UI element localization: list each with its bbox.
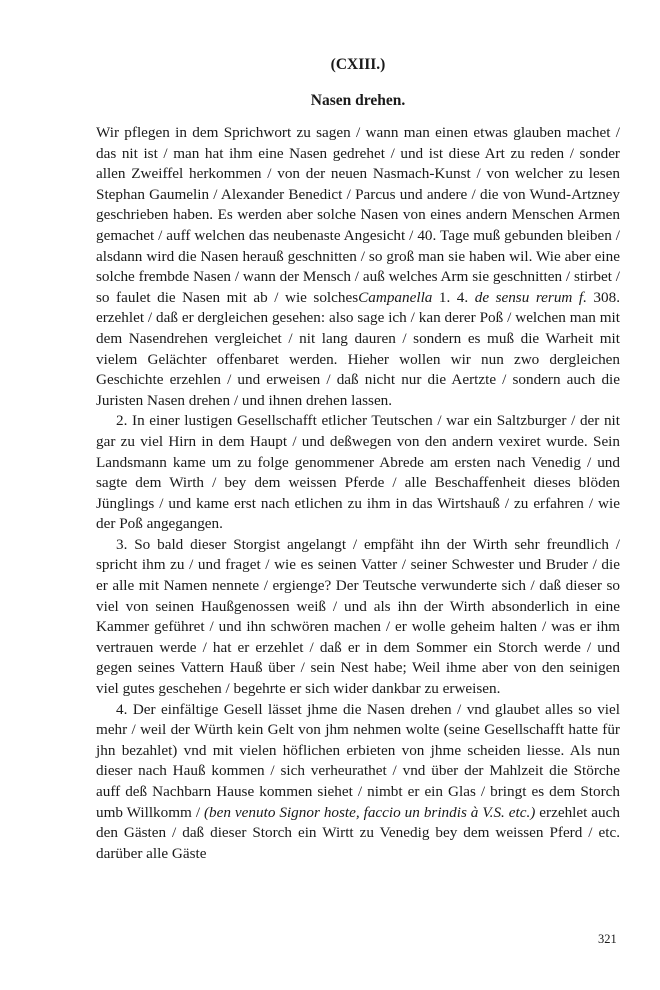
text-run: 4. Der einfältige Gesell lässet jhme die Nasen drehen / vnd glaubet alles so viel mehr / weil der Würth kein Gelt von jhm nehmen wolte (seine Gesellschafft hatte für jhn bezahlet) vnd mit vielen höflichen erbieten von jhme scheiden liesse. Als nun dieser nach Hauß kommen / sich verheurathet / vnd über der Mahlzeit die Störche auff deß Nachbarn Hause kommen siehet / nimbt er ein Glas / bringt es dem Storch umb Willkomm / (96, 700, 620, 821)
italic-text-run: (ben venuto Signor hoste, faccio un brindis à V.S. etc.) (204, 803, 536, 821)
text-run: 1. 4. (432, 288, 475, 306)
paragraph (96, 123, 620, 411)
italic-text-run: de sensu rerum f. (474, 288, 587, 306)
chapter-number: (CXIII.) (330, 56, 386, 73)
body-text (96, 123, 620, 864)
paragraph (96, 700, 620, 865)
paragraph (96, 535, 620, 700)
text-run: Wir pflegen in dem Sprichwort zu sagen / wann man einen etwas glauben machet / das nit ist / man hat ihm eine Nasen gedrehet / und ist diese Art zu reden / sonder allen Zweiffel herkommen / von der neuen Nasmach-Kunst / von welcher zu lesen Stephan Gaumelin / Alexander Benedict / Parcus und andere / die von Wund-Artzney geschrieben haben. Es werden aber solche Nasen von eines andern Menschen Armen gemachet / auff welchen das neubenaste Angesicht / 40. Tage muß gebunden bleiben / alsdann wird die Nasen herauß geschnitten / so groß man sie haben wil. Wie aber eine solche frembde Nasen / wann der Mensch / auß welches Arm sie geschnitten / stirbet / so faulet die Nasen mit ab / wie solches (96, 124, 620, 306)
text-run: 308. erzehlet / daß er dergleichen gesehen: also sage ich / kan derer Poß / welchen man mit dem Nasendrehen vergleichet / nit lang dauren / sondern es muß die Warheit mit vielem Gelächter offenbaret werden. Hieher wollen wir nun zwo dergleichen Geschichte erzehlen / und erweisen / daß nicht nur die Aertzte / sondern auch die Juristen Nasen drehen / und ihnen drehen lassen. (96, 288, 621, 409)
italic-text-run: Campanella (358, 288, 433, 306)
text-run: 2. In einer lustigen Gesellschafft etlicher Teutschen / war ein Saltzburger / der nit gar zu viel Hirn in dem Haupt / und deßwegen von den andern vexiret wurde. Sein Landsmann kame um zu folge genommener Abrede am ersten nach Venedig / und sagte dem Wirth / bey dem weissen Pferde / alle Beschaffenheit dieses blöden Jünglings / und kame erst nach etlichen zu ihm in das Wirtshauß / zu erfahren / wie der Poß angegangen. (96, 412, 620, 533)
text-run: 3. So bald dieser Storgist angelangt / empfäht ihn der Wirth sehr freundlich / spricht ihm zu / und fraget / wie es seinen Vatter / seiner Schwester und Bruder / die er alle mit Namen nennete / ergienge? Der Teutsche verwunderte sich / daß dieser so viel von seinen Haußgenossen weiß / und als ihn der Wirth absonderlich in eine Kammer geführet / und ihn schwören machen / er wolle geheim halten / was er ihm vertrauen werde / hat er erzehlet / daß er in dem Sommer ein Storch werde / und gegen seines Vattern Hauß über / sein Nest habe; Weil ihme aber von den seinigen viel gutes geschehen / begehrte er sich wider dankbar zu erweisen. (96, 535, 620, 698)
document-page (96, 55, 620, 864)
chapter-title: Nasen drehen. (310, 92, 406, 109)
text-run: erzehlet auch den Gästen / daß dieser Storch ein Wirtt zu Venedig bey dem weissen Pferd / etc. darüber alle Gäste (96, 803, 620, 862)
page-number: 321 (598, 932, 617, 946)
paragraph (96, 411, 620, 535)
